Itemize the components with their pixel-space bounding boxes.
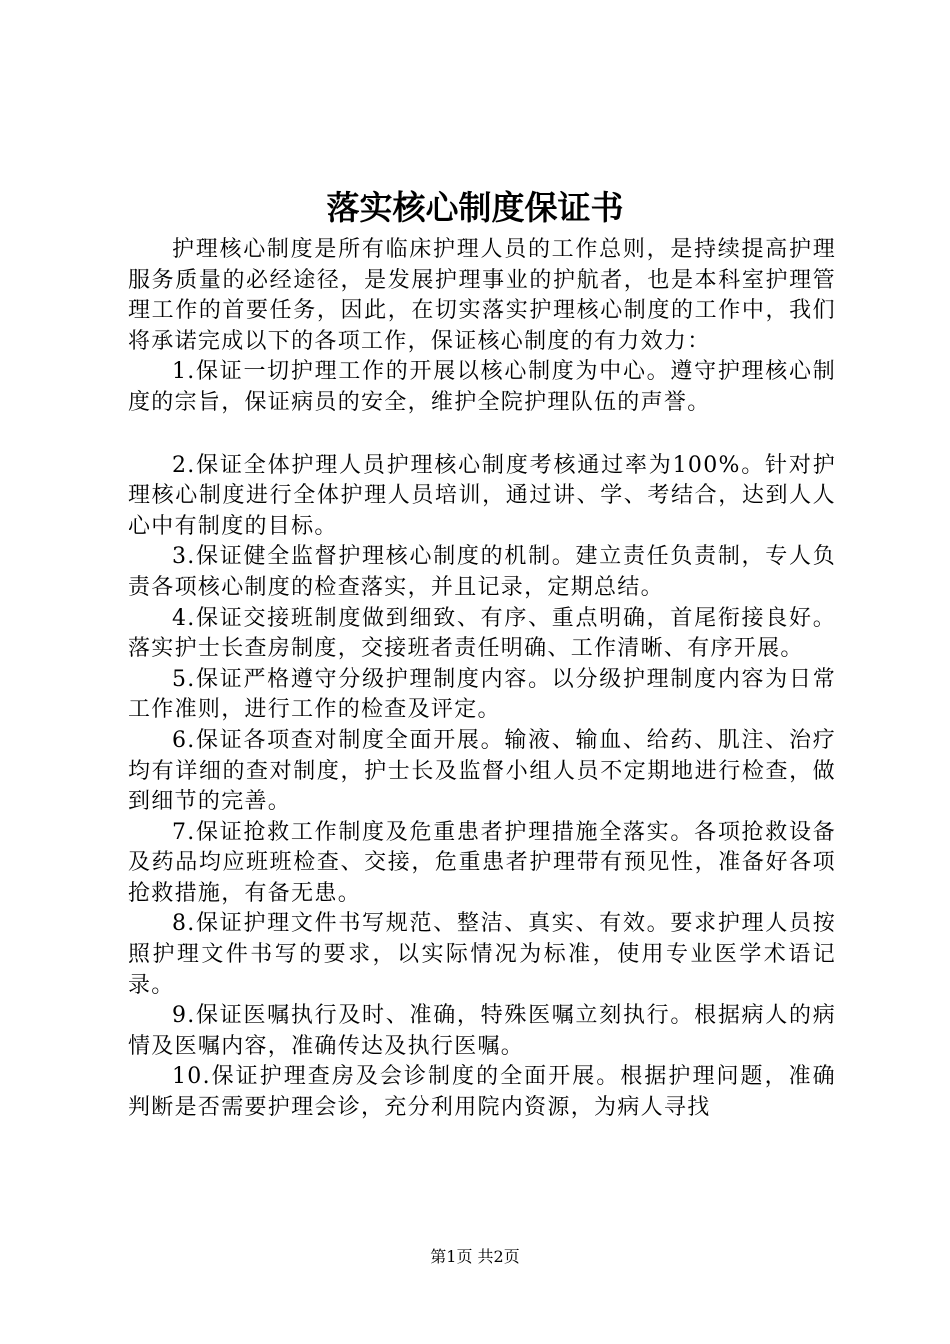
list-item: 10.保证护理查房及会诊制度的全面开展。根据护理问题，准确判断是否需要护理会诊，充分利用院内资源，为病人寻找 [128, 1064, 836, 1121]
document-title: 落实核心制度保证书 [326, 188, 624, 227]
page-number: 第1页 共2页 [430, 1247, 520, 1266]
list-item: 7.保证抢救工作制度及危重患者护理措施全落实。各项抢救设备及药品均应班班检查、交接，危重患者护理带有预见性，准备好各项抢救措施，有备无患。 [128, 819, 836, 906]
list-item: 4.保证交接班制度做到细致、有序、重点明确，首尾衔接良好。落实护士长查房制度，交接班者责任明确、工作清晰、有序开展。 [128, 605, 836, 662]
list-item: 9.保证医嘱执行及时、准确，特殊医嘱立刻执行。根据病人的病情及医嘱内容，准确传达及执行医嘱。 [128, 1003, 836, 1059]
list-item: 3.保证健全监督护理核心制度的机制。建立责任负责制，专人负责各项核心制度的检查落实，并且记录，定期总结。 [128, 544, 836, 600]
list-item: 6.保证各项查对制度全面开展。输液、输血、给药、肌注、治疗均有详细的查对制度，护士长及监督小组人员不定期地进行检查，做到细节的完善。 [128, 727, 836, 815]
document-body [128, 235, 836, 1124]
list-item: 1.保证一切护理工作的开展以核心制度为中心。遵守护理核心制度的宗旨，保证病员的安全，维护全院护理队伍的声誉。 [128, 359, 836, 415]
list-item: 2.保证全体护理人员护理核心制度考核通过率为100%。针对护理核心制度进行全体护理人员培训，通过讲、学、考结合，达到人人心中有制度的目标。 [128, 452, 836, 539]
list-item: 5.保证严格遵守分级护理制度内容。以分级护理制度内容为日常工作准则，进行工作的检查及评定。 [128, 666, 836, 723]
list-item: 8.保证护理文件书写规范、整洁、真实、有效。要求护理人员按照护理文件书写的要求，以实际情况为标准，使用专业医学术语记录。 [128, 911, 836, 998]
intro-paragraph: 护理核心制度是所有临床护理人员的工作总则，是持续提高护理服务质量的必经途径，是发展护理事业的护航者，也是本科室护理管理工作的首要任务，因此，在切实落实护理核心制度的工作中，我们将承诺完成以下的各项工作，保证核心制度的有力效力： [128, 237, 836, 354]
